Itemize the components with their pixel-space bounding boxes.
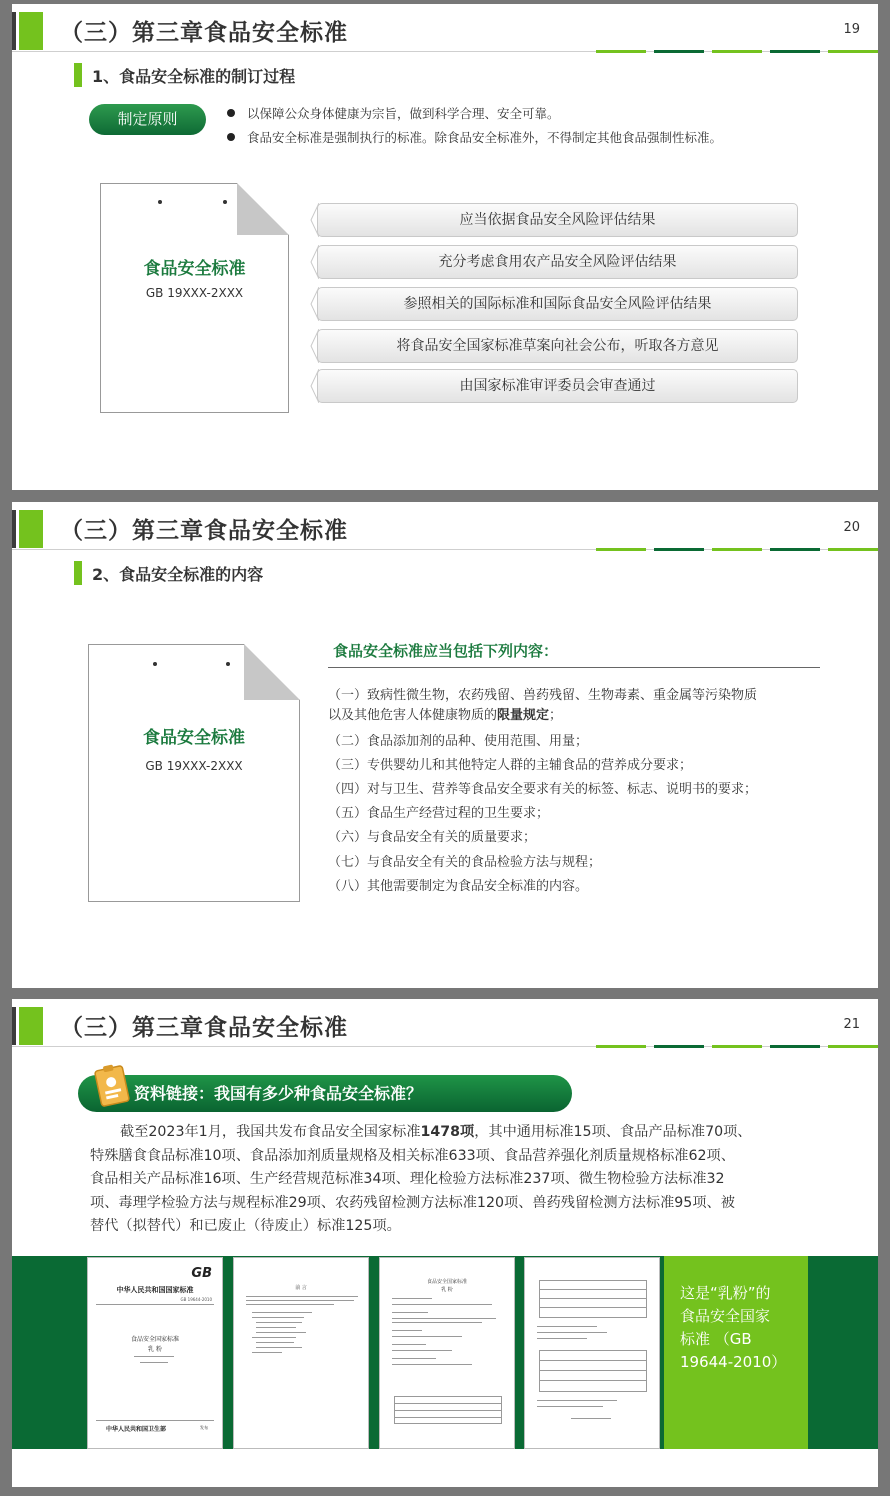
content-title-underline <box>328 667 820 668</box>
cover-issue: 发布 <box>200 1425 208 1430</box>
divider-segments <box>596 548 878 551</box>
emphasis-text: 限量规定 <box>497 708 550 723</box>
document-title: 食品安全标准 <box>143 259 246 279</box>
content-title: 食品安全标准应当包括下列内容： <box>333 642 559 660</box>
principle-label: 制定原则 <box>89 104 206 135</box>
gb-logo: GB <box>191 1266 212 1281</box>
content-item: （七）与食品安全有关的食品检验方法与规程； <box>328 855 602 870</box>
document-code: GB 19XXX-2XXX <box>145 286 244 300</box>
chapter-title: （三）第三章食品安全标准 <box>60 20 348 46</box>
page-number: 21 <box>843 1017 860 1032</box>
milk-powder-caption: 这是“乳粉”的 食品安全国家 标准 （GB 19644-2010） <box>664 1256 808 1449</box>
document-code: GB 19XXX-2XXX <box>145 759 243 773</box>
emphasis-text: 1478项 <box>420 1124 475 1140</box>
process-step: 充分考虑食用农产品安全风险评估结果 <box>317 245 798 279</box>
content-item: （六）与食品安全有关的质量要求； <box>328 830 537 845</box>
process-step: 将食品安全国家标准草案向社会公布，听取各方意见 <box>317 329 798 363</box>
body-heading: 食品安全国家标准 <box>426 1279 467 1285</box>
chapter-title: （三）第三章食品安全标准 <box>60 1015 348 1041</box>
banner-title: 资料链接：我国有多少种食品安全标准？ <box>134 1084 423 1103</box>
content-item: （五）食品生产经营过程的卫生要求； <box>328 806 550 821</box>
bullet-item: 食品安全标准是强制执行的标准。除食品安全标准外，不得制定其他食品强制性标准。 <box>227 128 722 146</box>
content-item: （二）食品添加剂的品种、使用范围、用量； <box>328 734 589 749</box>
section-heading <box>74 62 295 88</box>
page-number: 20 <box>843 520 860 535</box>
process-step: 参照相关的国际标准和国际食品安全风险评估结果 <box>317 287 798 321</box>
title-bar-dark <box>12 12 16 50</box>
cover-std-no: GB 19644-2010 <box>180 1297 212 1302</box>
content-item: （一）致病性微生物，农药残留、兽药残留、生物毒素、重金属等污染物质 <box>328 688 758 703</box>
slide-19 <box>12 4 878 490</box>
title-bar-green <box>19 12 43 50</box>
process-step: 应当依据食品安全风险评估结果 <box>317 203 798 237</box>
standard-document-icon <box>88 644 300 902</box>
cover-issuer: 中华人民共和国卫生部 <box>106 1426 167 1433</box>
standard-tables-thumbnail <box>524 1257 660 1449</box>
cover-name: 乳 粉 <box>148 1346 162 1353</box>
document-title: 食品安全标准 <box>143 728 245 748</box>
body-subheading: 乳 粉 <box>441 1287 453 1293</box>
slide-20 <box>12 502 878 988</box>
bullet-item: 以保障公众身体健康为宗旨，做到科学合理、安全可靠。 <box>227 104 560 122</box>
standard-cover-thumbnail <box>87 1257 223 1449</box>
page-number: 19 <box>843 22 860 37</box>
chapter-title: （三）第三章食品安全标准 <box>60 518 348 544</box>
id-card-icon <box>94 1064 130 1108</box>
section-title: 2、食品安全标准的内容 <box>92 564 264 584</box>
section-heading <box>74 560 263 586</box>
bullet-dot-icon <box>227 109 235 117</box>
process-step: 由国家标准审评委员会审查通过 <box>317 369 798 403</box>
info-link-banner <box>78 1075 572 1112</box>
thumbnail-table <box>539 1280 647 1318</box>
slide-21 <box>12 999 878 1487</box>
bullet-dot-icon <box>227 133 235 141</box>
divider-segments <box>596 50 878 53</box>
title-bar-dark <box>12 1007 16 1045</box>
section-title: 1、食品安全标准的制订过程 <box>92 66 296 86</box>
cover-name: 食品安全国家标准 <box>130 1336 179 1343</box>
page-fold-icon <box>244 644 300 700</box>
content-item: 以及其他危害人体健康物质的限量规定； <box>328 708 563 723</box>
title-bar-dark <box>12 510 16 548</box>
foreword-heading: 前 言 <box>295 1285 307 1291</box>
content-item: （四）对与卫生、营养等食品安全要求有关的标签、标志、说明书的要求； <box>328 782 758 797</box>
thumbnail-table <box>539 1350 647 1392</box>
title-bar-green <box>19 510 43 548</box>
content-item: （八）其他需要制定为食品安全标准的内容。 <box>328 879 589 894</box>
standard-document-icon <box>100 183 289 413</box>
cover-header: 中华人民共和国国家标准 <box>116 1286 194 1294</box>
standard-foreword-thumbnail <box>233 1257 369 1449</box>
standard-body-thumbnail <box>379 1257 515 1449</box>
content-item: （三）专供婴幼儿和其他特定人群的主辅食品的营养成分要求； <box>328 758 693 773</box>
page-fold-icon <box>237 183 289 235</box>
divider-segments <box>596 1045 878 1048</box>
statistics-paragraph: 截至2023年1月，我国共发布食品安全国家标准1478项，其中通用标准15项、食品产品标准70项、 特殊膳食食品标准10项、食品添加剂质量规格及相关标准633项、食品营养强化剂质量规格标准62项、 食品相关产品标准16项、生产经营规范标准34项、理化检验方法标准237项、微生物检验方法标准32 项、毒理学检验方法与规程标准29项、农药残留检测方法标准120项、兽药残留检测方法标准95项、被 替代（拟替代）和已废止（待废止）标准125项。 <box>90 1124 752 1234</box>
title-bar-green <box>19 1007 43 1045</box>
